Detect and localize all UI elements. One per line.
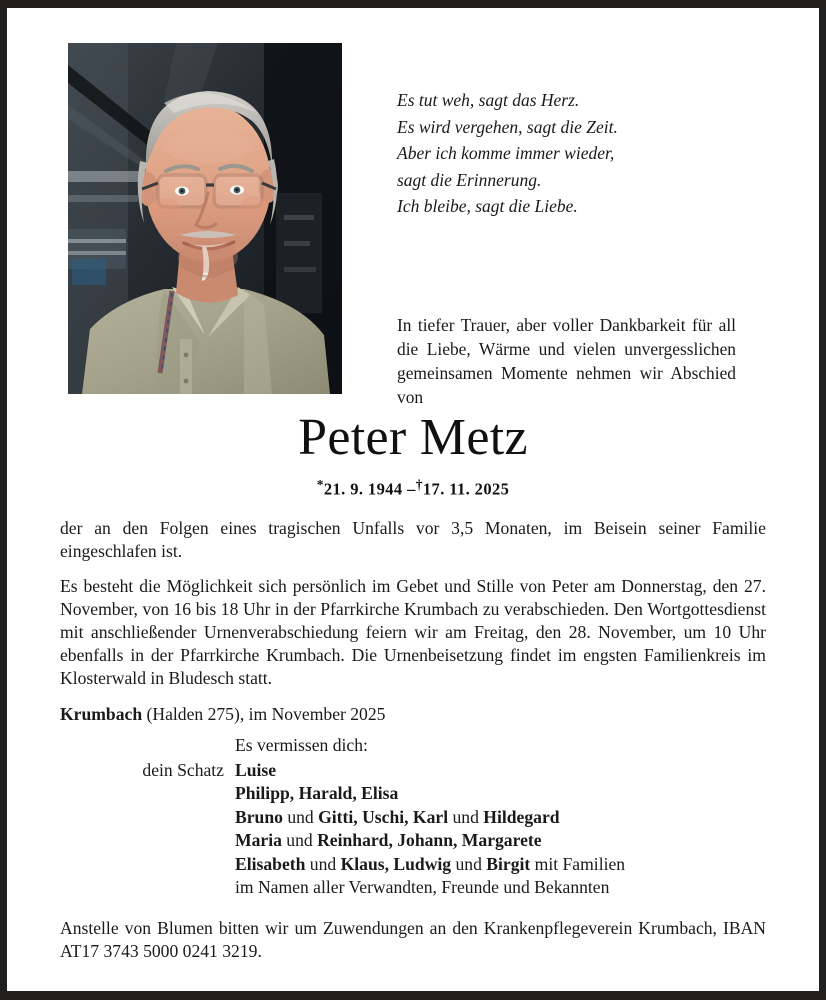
memorial-verse	[397, 87, 727, 220]
intro-text: In tiefer Trauer, aber voller Dankbarkeit für all die Liebe, Wärme und vielen unvergesslichen gemeinsamen Momente nehmen wir Abschied von	[397, 315, 736, 407]
survivor-list	[60, 759, 766, 899]
survivor-names	[235, 829, 542, 852]
donation-request: Anstelle von Blumen bitten wir um Zuwendungen an den Krankenpflegeverein Krumbach, IBAN AT17 3743 5000 0241 3219.	[60, 918, 766, 962]
date-separator: –	[407, 479, 416, 499]
death-date: 17. 11. 2025	[422, 479, 510, 499]
survivor-row	[60, 806, 766, 829]
survivor-connector: und	[281, 830, 318, 851]
body-text	[60, 500, 766, 963]
verse-line: Es tut weh, sagt das Herz.	[397, 90, 580, 110]
survivor-connector: und	[305, 853, 341, 874]
survivor-name: Reinhard, Johann, Margarete	[317, 830, 542, 851]
name-block	[7, 409, 819, 500]
survivor-connector: im Namen aller Verwandten, Freunde und Bekannten	[235, 876, 610, 897]
survivor-connector: und	[451, 853, 487, 874]
survivor-names	[235, 853, 625, 876]
death-symbol: †	[415, 477, 423, 492]
survivor-relation: dein Schatz	[142, 759, 224, 780]
survivor-connector: mit Familien	[530, 853, 626, 874]
survivor-name: Bruno	[235, 806, 283, 827]
paragraph-circumstances: der an den Folgen eines tragischen Unfalls vor 3,5 Monaten, im Beisein seiner Familie eingeschlafen ist.	[60, 517, 766, 561]
survivor-names	[235, 782, 398, 805]
missing-you-label: Es vermissen dich:	[235, 734, 368, 755]
survivor-connector: und	[448, 806, 484, 827]
survivor-name: Philipp, Harald, Elisa	[235, 783, 399, 804]
portrait-photo	[68, 43, 342, 394]
survivor-name: Klaus, Ludwig	[340, 853, 452, 874]
place-and-date-line	[60, 703, 766, 726]
birth-symbol: *	[316, 477, 324, 492]
survivor-row	[60, 829, 766, 852]
survivor-name: Maria	[235, 830, 282, 851]
survivor-names	[235, 876, 609, 899]
survivor-row	[60, 876, 766, 899]
deceased-name: Peter Metz	[298, 409, 528, 466]
survivors-section	[60, 734, 766, 900]
verse-line: Aber ich komme immer wieder,	[397, 143, 615, 164]
survivor-row	[60, 853, 766, 876]
survivor-name: Hildegard	[483, 806, 560, 827]
survivor-name: Elisabeth	[235, 853, 306, 874]
verse-line: sagt die Erinnerung.	[397, 169, 542, 190]
place-name: Krumbach	[60, 703, 143, 724]
obituary-notice	[7, 8, 819, 991]
survivor-names	[235, 806, 560, 829]
portrait-illustration	[68, 43, 342, 394]
survivor-connector: und	[282, 806, 319, 827]
survivor-name: Luise	[235, 759, 277, 780]
survivor-row	[60, 759, 766, 782]
survivor-row	[60, 782, 766, 805]
header-area	[7, 8, 819, 407]
birth-date: 21. 9. 1944	[323, 479, 403, 499]
verse-line: Es wird vergehen, sagt die Zeit.	[397, 116, 618, 137]
verse-line: Ich bleibe, sagt die Liebe.	[397, 196, 578, 217]
survivor-name: Birgit	[486, 853, 531, 874]
life-dates	[7, 477, 819, 500]
place-detail: (Halden 275), im November 2025	[142, 703, 386, 724]
paragraph-services: Es besteht die Möglichkeit sich persönlich im Gebet und Stille von Peter am Donnerstag, den 27. November, von 16 bis 18 Uhr in der Pfarrkirche Krumbach zu verabschieden. Den Wortgottesdienst mit anschließender Urnenverabschiedung feiern wir am Freitag, den 28. November, um 10 Uhr ebenfalls in der Pfarrkirche Krumbach. Die Urnenbeisetzung findet im engsten Familienkreis im Klosterwald in Bludesch statt.	[60, 576, 766, 688]
survivor-names	[235, 759, 276, 782]
survivor-name: Gitti, Uschi, Karl	[318, 806, 449, 827]
